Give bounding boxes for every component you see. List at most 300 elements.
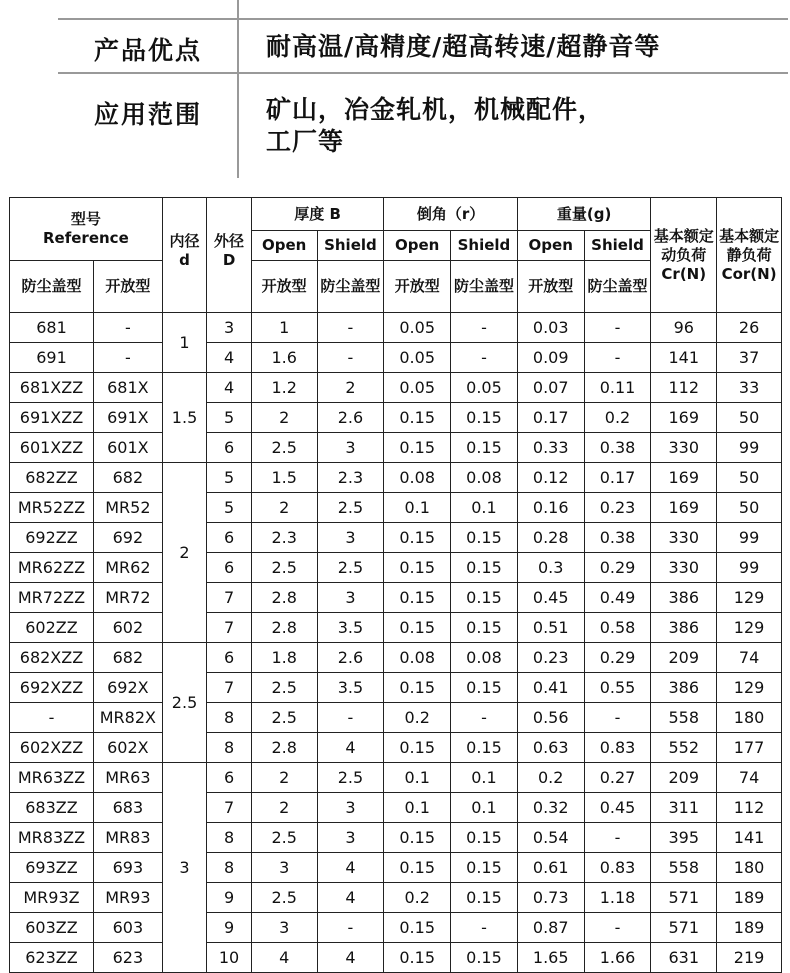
chamfer-header: 倒角（r） [384,198,518,231]
cell-outer-d: 4 [207,373,252,403]
cell-weight-shield: - [584,913,651,943]
cell-static-load: 99 [717,553,782,583]
cell-chamfer-open: 0.15 [384,913,451,943]
cell-static-load: 180 [717,703,782,733]
cell-chamfer-shield: 0.15 [451,403,518,433]
cell-outer-d: 6 [207,643,252,673]
cell-open-model: 692 [93,523,162,553]
cell-open-model: 682 [93,463,162,493]
cell-weight-open: 0.73 [517,883,584,913]
table-row [10,463,782,493]
cell-weight-open: 0.2 [517,763,584,793]
cell-chamfer-open: 0.05 [384,313,451,343]
cell-static-load: 50 [717,403,782,433]
cell-chamfer-open: 0.2 [384,703,451,733]
cell-shielded-model: 681XZZ [10,373,94,403]
cell-dynamic-load: 209 [651,643,717,673]
table-row [10,343,782,373]
cell-open-model: 691X [93,403,162,433]
table-row [10,883,782,913]
cell-weight-shield: 0.23 [584,493,651,523]
cell-static-load: 219 [717,943,782,973]
cell-static-load: 33 [717,373,782,403]
cell-thickness-open: 2 [251,763,317,793]
cell-static-load: 50 [717,493,782,523]
model-header-label: 型号 [70,210,101,228]
table-row [10,433,782,463]
cell-weight-open: 0.33 [517,433,584,463]
cell-thickness-shield: 4 [317,883,384,913]
cell-inner-d: 2.5 [162,643,207,763]
cell-weight-open: 0.41 [517,673,584,703]
cell-thickness-shield: - [317,703,384,733]
cell-weight-shield: 0.55 [584,673,651,703]
cell-shielded-model: 603ZZ [10,913,94,943]
cell-dynamic-load: 112 [651,373,717,403]
cell-weight-open: 0.09 [517,343,584,373]
cell-chamfer-shield: 0.15 [451,853,518,883]
cell-thickness-shield: 2.5 [317,763,384,793]
cell-shielded-model: 682XZZ [10,643,94,673]
cell-weight-shield: - [584,343,651,373]
cell-thickness-shield: 2.6 [317,643,384,673]
cell-thickness-open: 2.5 [251,703,317,733]
cell-shielded-model: 691XZZ [10,403,94,433]
cell-weight-shield: 1.66 [584,943,651,973]
cell-thickness-open: 2 [251,793,317,823]
cell-weight-open: 0.51 [517,613,584,643]
cell-weight-open: 1.65 [517,943,584,973]
cell-open-model: MR62 [93,553,162,583]
cell-thickness-open: 2.3 [251,523,317,553]
inner-diameter-header [162,198,207,313]
applications-value [266,94,766,158]
cell-weight-shield: 0.17 [584,463,651,493]
cell-thickness-shield: - [317,913,384,943]
cell-thickness-open: 2.5 [251,823,317,853]
table-row [10,943,782,973]
cell-inner-d: 3 [162,763,207,973]
cell-thickness-shield: 4 [317,733,384,763]
cell-static-load: 74 [717,763,782,793]
cell-chamfer-open: 0.15 [384,433,451,463]
cell-thickness-shield: 3 [317,583,384,613]
inner-diameter-label: 内径 [169,232,200,250]
cell-chamfer-shield: 0.1 [451,493,518,523]
cell-dynamic-load: 141 [651,343,717,373]
cell-thickness-open: 2 [251,493,317,523]
cell-chamfer-shield: 0.15 [451,943,518,973]
cell-thickness-open: 1.2 [251,373,317,403]
table-row [10,643,782,673]
cell-weight-shield: 0.2 [584,403,651,433]
cell-thickness-open: 2.5 [251,673,317,703]
cell-shielded-model: 623ZZ [10,943,94,973]
cell-dynamic-load: 96 [651,313,717,343]
cell-shielded-model: MR52ZZ [10,493,94,523]
cell-dynamic-load: 330 [651,433,717,463]
cell-dynamic-load: 330 [651,553,717,583]
dynamic-load-symbol: Cr(N) [661,264,707,283]
cell-chamfer-shield: - [451,703,518,733]
cell-thickness-shield: 3.5 [317,613,384,643]
cell-outer-d: 7 [207,793,252,823]
cell-chamfer-open: 0.1 [384,493,451,523]
cell-static-load: 99 [717,433,782,463]
cell-open-model: - [93,343,162,373]
cell-thickness-open: 2 [251,403,317,433]
cell-chamfer-open: 0.15 [384,523,451,553]
divider [237,0,239,178]
cell-open-model: MR52 [93,493,162,523]
cell-thickness-open: 2.8 [251,733,317,763]
table-row [10,913,782,943]
cell-weight-shield: 0.29 [584,553,651,583]
table-row [10,703,782,733]
cell-thickness-open: 1.8 [251,643,317,673]
cell-chamfer-shield: 0.15 [451,823,518,853]
bearing-spec-table [9,197,782,973]
cell-open-model: 681X [93,373,162,403]
cell-thickness-shield: 2.6 [317,403,384,433]
cell-thickness-shield: 4 [317,853,384,883]
cell-open-model: 603 [93,913,162,943]
cell-shielded-model: 681 [10,313,94,343]
outer-diameter-symbol: D [222,251,236,269]
cell-outer-d: 6 [207,523,252,553]
cell-weight-shield: 0.38 [584,523,651,553]
cell-weight-open: 0.63 [517,733,584,763]
cell-weight-open: 0.54 [517,823,584,853]
cell-weight-shield: 0.38 [584,433,651,463]
cell-open-model: MR63 [93,763,162,793]
cell-inner-d: 2 [162,463,207,643]
cell-outer-d: 8 [207,853,252,883]
cell-static-load: 26 [717,313,782,343]
cell-open-model: 682 [93,643,162,673]
cell-chamfer-shield: 0.15 [451,553,518,583]
cell-dynamic-load: 169 [651,403,717,433]
cell-static-load: 177 [717,733,782,763]
cell-weight-shield: 0.11 [584,373,651,403]
table-row [10,793,782,823]
cell-chamfer-open: 0.15 [384,943,451,973]
cell-chamfer-open: 0.15 [384,583,451,613]
cell-chamfer-shield: 0.1 [451,793,518,823]
weight-shield-header: Shield [584,231,651,261]
table-row [10,763,782,793]
cell-outer-d: 7 [207,673,252,703]
cell-chamfer-open: 0.2 [384,883,451,913]
table-row [10,403,782,433]
cell-shielded-model: MR72ZZ [10,583,94,613]
cell-chamfer-open: 0.05 [384,343,451,373]
cell-dynamic-load: 330 [651,523,717,553]
cell-shielded-model: - [10,703,94,733]
table-row [10,613,782,643]
table-row [10,853,782,883]
cell-weight-open: 0.28 [517,523,584,553]
cell-thickness-shield: 3.5 [317,673,384,703]
cell-outer-d: 7 [207,583,252,613]
cell-thickness-open: 2.8 [251,583,317,613]
thickness-header: 厚度 B [251,198,384,231]
cell-weight-shield: - [584,703,651,733]
cell-outer-d: 9 [207,883,252,913]
cell-dynamic-load: 631 [651,943,717,973]
cell-chamfer-shield: 0.15 [451,523,518,553]
cell-weight-shield: 0.83 [584,733,651,763]
cell-dynamic-load: 571 [651,883,717,913]
outer-diameter-label: 外径 [214,232,245,250]
cell-weight-shield: 0.27 [584,763,651,793]
cell-dynamic-load: 311 [651,793,717,823]
cell-shielded-model: 682ZZ [10,463,94,493]
cell-weight-shield: 0.49 [584,583,651,613]
cell-chamfer-shield: - [451,313,518,343]
cell-weight-open: 0.03 [517,313,584,343]
cell-weight-open: 0.16 [517,493,584,523]
applications-label: 应用范围 [93,100,202,129]
cell-thickness-shield: 3 [317,793,384,823]
cell-outer-d: 8 [207,823,252,853]
open-type-header: 开放型 [93,261,162,313]
cell-dynamic-load: 386 [651,613,717,643]
dynamic-load-header [651,198,717,313]
shielded-type-header: 防尘盖型 [10,261,94,313]
cell-weight-shield: 1.18 [584,883,651,913]
cell-open-model: MR82X [93,703,162,733]
cell-chamfer-open: 0.15 [384,613,451,643]
cell-shielded-model: 692ZZ [10,523,94,553]
cell-chamfer-shield: 0.08 [451,463,518,493]
table-row [10,553,782,583]
cell-chamfer-shield: 0.15 [451,883,518,913]
applications-line-2: 工厂等 [266,127,345,156]
cell-dynamic-load: 558 [651,853,717,883]
cell-open-model: MR93 [93,883,162,913]
weight-header: 重量(g) [517,198,651,231]
cell-thickness-open: 1.6 [251,343,317,373]
cell-outer-d: 6 [207,553,252,583]
cell-chamfer-open: 0.15 [384,403,451,433]
cell-open-model: 683 [93,793,162,823]
cell-weight-open: 0.32 [517,793,584,823]
cell-chamfer-shield: - [451,343,518,373]
cell-thickness-open: 2.5 [251,883,317,913]
divider [58,72,788,74]
cell-weight-shield: 0.45 [584,793,651,823]
advantages-value: 耐高温/高精度/超高转速/超静音等 [266,32,661,61]
cell-shielded-model: 602ZZ [10,613,94,643]
cell-thickness-shield: 3 [317,433,384,463]
cell-dynamic-load: 386 [651,583,717,613]
static-load-label: 基本额定静负荷 [719,226,780,264]
model-header [10,198,163,261]
cell-chamfer-shield: 0.08 [451,643,518,673]
cell-static-load: 74 [717,643,782,673]
cell-weight-open: 0.3 [517,553,584,583]
cell-weight-shield: 0.29 [584,643,651,673]
cell-shielded-model: MR63ZZ [10,763,94,793]
cell-open-model: 693 [93,853,162,883]
cell-static-load: 189 [717,883,782,913]
chamfer-shield-header: Shield [451,231,518,261]
cell-open-model: 602 [93,613,162,643]
cell-outer-d: 7 [207,613,252,643]
cell-weight-open: 0.23 [517,643,584,673]
cell-chamfer-shield: 0.05 [451,373,518,403]
divider [58,18,788,20]
cell-weight-open: 0.87 [517,913,584,943]
chamfer-open-type-header: 开放型 [384,261,451,313]
cell-weight-open: 0.56 [517,703,584,733]
table-row [10,733,782,763]
cell-shielded-model: 602XZZ [10,733,94,763]
cell-chamfer-open: 0.05 [384,373,451,403]
cell-chamfer-shield: 0.1 [451,763,518,793]
cell-dynamic-load: 395 [651,823,717,853]
cell-weight-open: 0.07 [517,373,584,403]
cell-outer-d: 10 [207,943,252,973]
cell-thickness-shield: 3 [317,523,384,553]
cell-thickness-open: 4 [251,943,317,973]
thickness-shielded-type-header: 防尘盖型 [317,261,384,313]
cell-chamfer-open: 0.08 [384,643,451,673]
cell-weight-shield: - [584,313,651,343]
cell-static-load: 99 [717,523,782,553]
cell-dynamic-load: 552 [651,733,717,763]
cell-thickness-shield: 2.5 [317,553,384,583]
cell-chamfer-shield: 0.15 [451,583,518,613]
cell-weight-shield: 0.83 [584,853,651,883]
cell-thickness-open: 2.5 [251,433,317,463]
cell-outer-d: 8 [207,733,252,763]
cell-outer-d: 6 [207,433,252,463]
cell-weight-shield: - [584,823,651,853]
cell-dynamic-load: 571 [651,913,717,943]
chamfer-shielded-type-header: 防尘盖型 [451,261,518,313]
cell-chamfer-open: 0.15 [384,553,451,583]
dynamic-load-label: 基本额定动负荷 [653,226,714,264]
chamfer-open-header: Open [384,231,451,261]
cell-weight-open: 0.61 [517,853,584,883]
cell-thickness-open: 2.8 [251,613,317,643]
cell-thickness-shield: 3 [317,823,384,853]
cell-open-model: MR72 [93,583,162,613]
applications-line-1: 矿山，冶金轧机，机械配件， [266,95,605,124]
cell-chamfer-shield: - [451,913,518,943]
cell-outer-d: 5 [207,493,252,523]
reference-header-label: Reference [43,229,129,247]
cell-thickness-shield: 2 [317,373,384,403]
cell-chamfer-shield: 0.15 [451,613,518,643]
cell-thickness-shield: 4 [317,943,384,973]
cell-chamfer-open: 0.15 [384,823,451,853]
cell-static-load: 50 [717,463,782,493]
cell-dynamic-load: 558 [651,703,717,733]
cell-chamfer-open: 0.15 [384,733,451,763]
cell-thickness-shield: - [317,313,384,343]
cell-static-load: 37 [717,343,782,373]
weight-open-header: Open [517,231,584,261]
cell-dynamic-load: 169 [651,493,717,523]
cell-outer-d: 6 [207,763,252,793]
thickness-open-type-header: 开放型 [251,261,317,313]
cell-shielded-model: 683ZZ [10,793,94,823]
cell-chamfer-open: 0.15 [384,673,451,703]
table-row [10,313,782,343]
cell-chamfer-open: 0.1 [384,763,451,793]
cell-thickness-shield: 2.3 [317,463,384,493]
cell-thickness-open: 1 [251,313,317,343]
cell-shielded-model: 691 [10,343,94,373]
cell-shielded-model: 601XZZ [10,433,94,463]
cell-outer-d: 4 [207,343,252,373]
cell-weight-open: 0.45 [517,583,584,613]
cell-outer-d: 5 [207,403,252,433]
cell-chamfer-shield: 0.15 [451,433,518,463]
advantages-label: 产品优点 [93,36,202,65]
static-load-symbol: Cor(N) [721,264,777,283]
table-row [10,583,782,613]
product-info-section [0,0,790,180]
cell-chamfer-open: 0.1 [384,793,451,823]
table-row [10,523,782,553]
cell-thickness-open: 3 [251,913,317,943]
cell-open-model: - [93,313,162,343]
cell-thickness-shield: - [317,343,384,373]
cell-thickness-open: 3 [251,853,317,883]
cell-thickness-shield: 2.5 [317,493,384,523]
cell-static-load: 129 [717,583,782,613]
cell-chamfer-open: 0.08 [384,463,451,493]
outer-diameter-header [207,198,252,313]
cell-chamfer-open: 0.15 [384,853,451,883]
cell-weight-open: 0.17 [517,403,584,433]
weight-shielded-type-header: 防尘盖型 [584,261,651,313]
cell-static-load: 129 [717,613,782,643]
cell-shielded-model: MR83ZZ [10,823,94,853]
cell-chamfer-shield: 0.15 [451,673,518,703]
table-row [10,493,782,523]
inner-diameter-symbol: d [179,251,190,269]
cell-open-model: 601X [93,433,162,463]
cell-thickness-open: 2.5 [251,553,317,583]
cell-inner-d: 1 [162,313,207,373]
weight-open-type-header: 开放型 [517,261,584,313]
cell-shielded-model: 693ZZ [10,853,94,883]
table-row [10,373,782,403]
cell-static-load: 180 [717,853,782,883]
cell-weight-shield: 0.58 [584,613,651,643]
cell-weight-open: 0.12 [517,463,584,493]
cell-shielded-model: MR93Z [10,883,94,913]
cell-open-model: MR83 [93,823,162,853]
cell-open-model: 623 [93,943,162,973]
cell-outer-d: 5 [207,463,252,493]
cell-inner-d: 1.5 [162,373,207,463]
cell-outer-d: 9 [207,913,252,943]
table-row [10,673,782,703]
cell-thickness-open: 1.5 [251,463,317,493]
cell-static-load: 112 [717,793,782,823]
cell-outer-d: 8 [207,703,252,733]
cell-static-load: 129 [717,673,782,703]
cell-open-model: 602X [93,733,162,763]
static-load-header [717,198,782,313]
thickness-shield-header: Shield [317,231,384,261]
